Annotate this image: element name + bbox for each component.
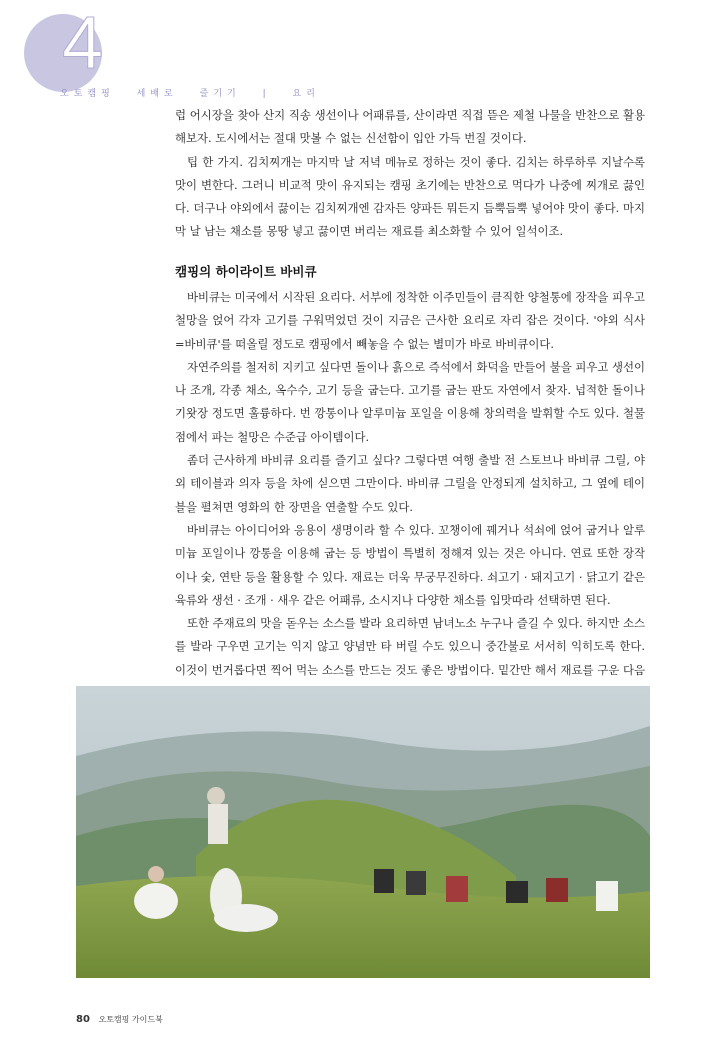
paragraph: 럽 어시장을 찾아 산지 직송 생선이나 어패류를, 산이라면 직접 뜯은 제철 나물을 반찬으로 활용해보자. 도시에서는 절대 맛볼 수 없는 신선함이 입안 가득 번질 것이다. — [175, 108, 645, 146]
running-header — [60, 86, 334, 99]
paragraph: 또한 주재료의 맛을 돋우는 소스를 발라 요리하면 남녀노소 누구나 즐길 수 있다. 하지만 소스를 발라 구우면 고기는 익지 않고 양념만 타 버릴 수도 있으니 중간불로 서서히 익히도록 한다. 이것이 번거롭다면 찍어 먹는 소스를 만드는 것도 좋은 방법이다. 밑간만 해서 재료를 구운 다음 — [175, 616, 645, 677]
header-item: 오토캠핑 — [60, 89, 115, 99]
chapter-number: 4 — [62, 1, 104, 84]
intro-text — [175, 104, 645, 244]
section-heading: 캠핑의 하이라이트 바비큐 — [175, 264, 317, 279]
paragraph: 팁 한 가지. 김치찌개는 마지막 날 저녁 메뉴로 정하는 것이 좋다. 김치는 하루하루 지날수록 맛이 변한다. 그러니 비교적 맛이 유지되는 캠핑 초기에는 반찬으로 먹다가 나중에 찌개로 끓인다. 더구나 야외에서 끓이는 김치찌개엔 감자든 양파든 뭐든지 듬뿍듬뿍 넣어야 맛이 좋다. 마지막 날 남는 채소를 몽땅 넣고 끓이면 버리는 재료를 최소화할 수 있어 일석이조. — [175, 154, 645, 239]
header-item: 즐기기 — [199, 89, 241, 99]
paragraph: 바비큐는 미국에서 시작된 요리다. 서부에 정착한 이주민들이 큼직한 양철통에 장작을 피우고 철망을 얹어 각자 고기를 구워먹었던 것이 지금은 근사한 요리로 자리 잡은 것이다. '야외 식사=바비큐'를 떠올릴 정도로 캠핑에서 빼놓을 수 없는 별미가 바로 바비큐이다. — [175, 290, 645, 351]
header-item: 요리 — [292, 89, 320, 99]
paragraph: 자연주의를 철저히 지키고 싶다면 돌이나 흙으로 즉석에서 화덕을 만들어 불을 피우고 생선이나 조개, 각종 채소, 옥수수, 고기 등을 굽는다. 고기를 굽는 판도 자연에서 찾자. 넙적한 돌이나 기왓장 정도면 훌륭하다. 번 깡통이나 알루미늄 포일을 이용해 창의력을 발휘할 수도 있다. 철물점에서 파는 철망은 수준급 아이템이다. — [175, 359, 645, 444]
section-body — [175, 286, 645, 729]
page-footer — [76, 1014, 163, 1025]
header-separator: | — [262, 89, 271, 99]
paragraph: 바비큐는 아이디어와 응용이 생명이라 할 수 있다. 꼬챙이에 꿰거나 석쇠에 얹어 굽거나 알루미늄 포일이나 깡통을 이용해 굽는 등 방법이 특별히 정해져 있는 것은 아니다. 연료 또한 장작이나 숯, 연탄 등을 활용할 수 있다. 재료는 더욱 무궁무진하다. 쇠고기 · 돼지고기 · 닭고기 같은 육류와 생선 · 조개 · 새우 같은 어패류, 소시지나 다양한 채소를 입맛따라 선택하면 된다. — [175, 522, 645, 607]
book-title: 오토캠핑 가이드북 — [98, 1015, 163, 1024]
header-item: 세배로 — [136, 89, 178, 99]
paragraph: 좀더 근사하게 바비큐 요리를 즐기고 싶다? 그렇다면 여행 출발 전 스토브나 바비큐 그릴, 야외 테이블과 의자 등을 차에 싣으면 그만이다. 바비큐 그릴을 안정되게 설치하고, 그 옆에 테이블을 펼쳐면 영화의 한 장면을 연출할 수도 있다. — [175, 453, 645, 514]
page-number: 80 — [76, 1014, 90, 1025]
mountain-picnic-photo — [76, 686, 650, 978]
